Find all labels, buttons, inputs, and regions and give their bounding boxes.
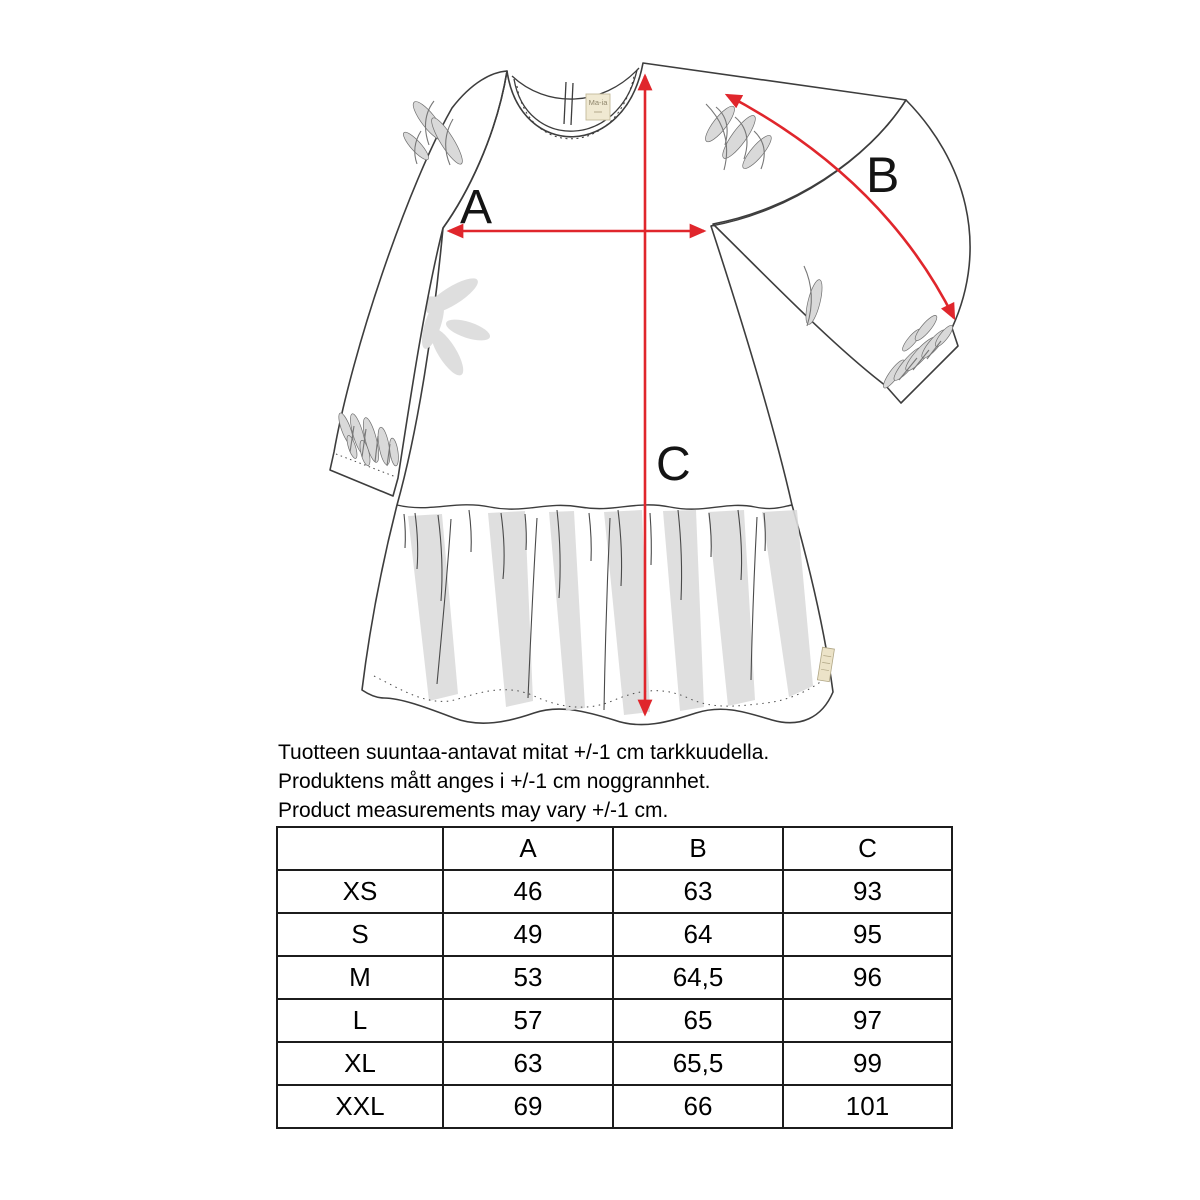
note-fi: Tuotteen suuntaa-antavat mitat +/-1 cm tarkkuudella.: [278, 741, 770, 764]
measurement-label-c: C: [656, 438, 691, 491]
value-cell: 49: [443, 913, 613, 956]
value-cell: 99: [783, 1042, 952, 1085]
size-cell: S: [277, 913, 443, 956]
table-row-xl: [277, 1042, 952, 1085]
value-cell: 65: [613, 999, 783, 1042]
value-cell: 53: [443, 956, 613, 999]
value-cell: 63: [443, 1042, 613, 1085]
value-cell: 46: [443, 870, 613, 913]
neck-tag: [586, 94, 610, 120]
table-header-row: [277, 827, 952, 870]
value-cell: 97: [783, 999, 952, 1042]
value-cell: 96: [783, 956, 952, 999]
header-cell-size: [277, 827, 443, 870]
header-cell-a: A: [443, 827, 613, 870]
header-cell-c: C: [783, 827, 952, 870]
size-cell: M: [277, 956, 443, 999]
size-cell: L: [277, 999, 443, 1042]
size-table: [276, 826, 953, 1129]
note-en: Product measurements may vary +/-1 cm.: [278, 799, 669, 822]
value-cell: 64: [613, 913, 783, 956]
table-row-l: [277, 999, 952, 1042]
header-cell-b: B: [613, 827, 783, 870]
value-cell: 57: [443, 999, 613, 1042]
value-cell: 66: [613, 1085, 783, 1128]
back-placket-line: [571, 83, 573, 125]
value-cell: 69: [443, 1085, 613, 1128]
size-cell: XS: [277, 870, 443, 913]
value-cell: 65,5: [613, 1042, 783, 1085]
size-cell: XXL: [277, 1085, 443, 1128]
table-row-xs: [277, 870, 952, 913]
value-cell: 101: [783, 1085, 952, 1128]
size-cell: XL: [277, 1042, 443, 1085]
measurement-label-b: B: [866, 147, 900, 203]
value-cell: 93: [783, 870, 952, 913]
value-cell: 64,5: [613, 956, 783, 999]
table-row-m: [277, 956, 952, 999]
value-cell: 95: [783, 913, 952, 956]
measurement-label-a: A: [460, 181, 493, 234]
table-row-xxl: [277, 1085, 952, 1128]
value-cell: 63: [613, 870, 783, 913]
table-row-s: [277, 913, 952, 956]
tolerance-notes: [278, 738, 769, 825]
neck-tag-text: Ma-ia: [588, 98, 608, 107]
back-placket-line: [564, 82, 566, 124]
note-sv: Produktens mått anges i +/-1 cm noggrannhet.: [278, 770, 711, 793]
